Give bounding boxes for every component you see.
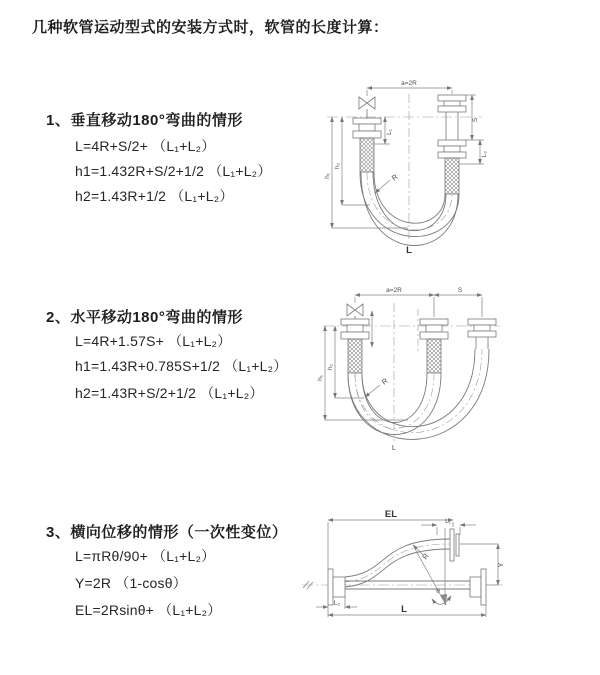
right-hose-fitting: [438, 95, 466, 194]
right-hose-fitting: [468, 319, 496, 349]
section-1-formula-L: L=4R+S/2+ （L₁+L₂）: [75, 138, 216, 154]
left-hose-fitting: [341, 319, 369, 373]
right-flange: [470, 569, 486, 605]
d1-dim-label-l1: L₁: [386, 129, 393, 135]
section-1-formula-h2: h2=1.43R+1/2 （L₁+L₂）: [75, 188, 234, 204]
section-2-formula-h1: h1=1.43R+0.785S+1/2 （L₁+L₂）: [75, 358, 288, 374]
d1-radius-label: R: [389, 172, 400, 183]
d1-length-label: L: [406, 245, 412, 256]
d2-dim-label-a2r: a=2R: [386, 287, 402, 294]
d2-dim-label-h2: h₂: [327, 363, 334, 371]
d3-dim-label-y: Y: [496, 562, 505, 568]
section-3-formula-L: L=πRθ/90+ （L₁+L₂）: [75, 548, 216, 564]
diagram-lateral-displacement: [300, 503, 600, 651]
d3-dim-label-l1: L₁: [445, 518, 451, 525]
diagram-vertical-180-bend: [312, 76, 600, 258]
d3-length-label: L: [401, 604, 407, 615]
section-2-heading: 2、水平移动180°弯曲的情形: [46, 309, 243, 326]
d3-radius-label: R: [420, 551, 431, 562]
d1-dim-label-h2: h₂: [334, 162, 341, 170]
radius-leader: [365, 385, 380, 397]
d3-angle-label: θ: [436, 588, 440, 595]
d2-dim-label-s: S: [457, 287, 463, 294]
valve-icon: [347, 304, 363, 319]
d3-dim-label-el: EL: [384, 509, 398, 520]
middle-hose-fitting: [420, 319, 448, 373]
height-dimensions: [325, 326, 408, 420]
s-curve-hose: [345, 539, 450, 587]
left-hose-fitting: [353, 118, 381, 172]
radius-leader: [375, 180, 390, 193]
hose-centerline-arc: [367, 172, 452, 230]
section-3-heading: 3、横向位移的情形（一次性变位）: [46, 524, 288, 541]
displaced-flange: [450, 529, 459, 561]
u-hose-curves: [360, 172, 459, 246]
valve-icon: [359, 97, 375, 118]
section-3-formula-Y: Y=2R （1-cosθ）: [75, 575, 187, 591]
section-2-formula-L: L=4R+1.57S+ （L₁+L₂）: [75, 333, 232, 349]
d1-dim-label-h1: h₁: [324, 173, 331, 179]
section-1-heading: 1、垂直移动180°弯曲的情形: [46, 112, 243, 129]
section-2-formula-h2: h2=1.43R+S/2+1/2 （L₁+L₂）: [75, 385, 264, 401]
d1-dim-label-l2: L₂: [481, 150, 488, 158]
d3-dim-label-l2: L₂: [333, 600, 341, 607]
section-1-formula-h1: h1=1.432R+S/2+1/2 （L₁+L₂）: [75, 163, 272, 179]
l1-dimension: [421, 525, 476, 535]
top-dimensions: [355, 295, 482, 347]
d2-length-label: L: [391, 443, 397, 452]
diagram-horizontal-180-bend: [310, 283, 600, 453]
d2-dim-label-h1: h₁: [317, 375, 324, 381]
d1-dim-label-a2r: a=2R: [401, 80, 417, 87]
page-title: 几种软管运动型式的安装方式时，软管的长度计算：: [32, 19, 389, 36]
section-3-formula-EL: EL=2Rsinθ+ （L₁+L₂）: [75, 602, 222, 618]
d1-dim-label-s: S: [472, 117, 479, 123]
d2-radius-label: R: [379, 376, 390, 387]
